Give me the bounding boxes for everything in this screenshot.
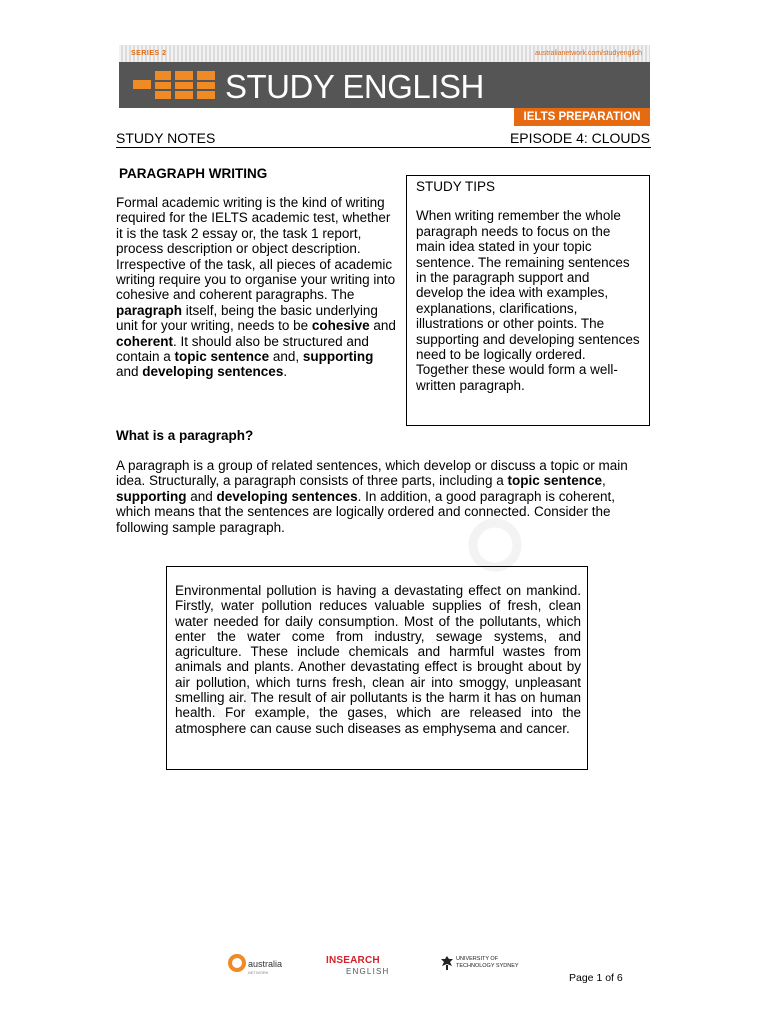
sample-paragraph-box xyxy=(166,566,588,770)
intro-paragraph: Formal academic writing is the kind of writing required for the IELTS academic test, whether it is the task 2 essay or, the task 1 report, process description or object description. Irrespective of the task, all pieces of academic writing require you to organise your writing into cohesive and coherent paragraphs. The paragraph itself, being the basic underlying unit for your writing, needs to be cohesive and coherent. It should also be structured and contain a topic sentence and, supporting and developing sentences. xyxy=(116,195,396,380)
uts-logo: UNIVERSITY OF TECHNOLOGY SYDNEY xyxy=(440,952,520,980)
banner-url: australianetwork.com/studyenglish xyxy=(535,50,642,57)
insearch-english-logo: INSEARCH ENGLISH xyxy=(326,955,390,976)
header-divider xyxy=(116,147,651,148)
series-label: SERIES 2 xyxy=(131,50,167,57)
sample-paragraph-text: Environmental pollution is having a devastating effect on mankind. Firstly, water pollution reduces valuable supplies of fresh, clean water needed for daily consumption. Most of the pollutants, which enter the water come from industry, sewage systems, and agriculture. These include chemicals and harmful wastes from animals and plants. Another devastating effect is brought about by air pollution, which turns fresh, clean air into smoggy, unpleasant smelling air. The result of air pollutants is the harm it has on human health. For example, the gases, which are released into the atmosphere can cause such diseases as emphysema and cancer. xyxy=(175,583,581,736)
episode-label: EPISODE 4: CLOUDS xyxy=(509,130,650,146)
section-title: PARAGRAPH WRITING xyxy=(119,166,268,181)
uts-crest-icon xyxy=(440,955,454,971)
banner-title: STUDY ENGLISH xyxy=(225,68,484,105)
study-tips-title: STUDY TIPS xyxy=(416,179,496,194)
page-number: Page 1 of 6 xyxy=(569,972,623,984)
study-tips-box xyxy=(406,175,650,426)
banner-main xyxy=(119,62,650,108)
australia-ring-icon xyxy=(228,954,246,972)
australia-network-logo: australia NETWORK xyxy=(228,952,290,980)
study-english-logo-icon xyxy=(133,71,215,99)
banner-top-strip xyxy=(119,45,650,62)
ielts-preparation-tag: IELTS PREPARATION xyxy=(514,108,650,126)
study-tips-body: When writing remember the whole paragraph needs to focus on the main idea stated in your topic sentence. The remaining sentences in the paragraph support and develop the idea with examples, explanations, clarifications, illustrations or other points. The supporting and developing sentences need to be logically ordered. Together these would form a well-written paragraph. xyxy=(416,208,640,393)
study-notes-label: STUDY NOTES xyxy=(116,130,216,146)
what-is-paragraph-heading: What is a paragraph? xyxy=(116,428,254,443)
what-is-paragraph-body: A paragraph is a group of related sentences, which develop or discuss a topic or main idea. Structurally, a paragraph consists of three parts, including a topic sentence, supporting and developing sentences. In addition, a good paragraph is coherent, which means that the sentences are logically ordered and connected. Consider the following sample paragraph. xyxy=(116,458,628,535)
header-banner xyxy=(119,45,650,125)
